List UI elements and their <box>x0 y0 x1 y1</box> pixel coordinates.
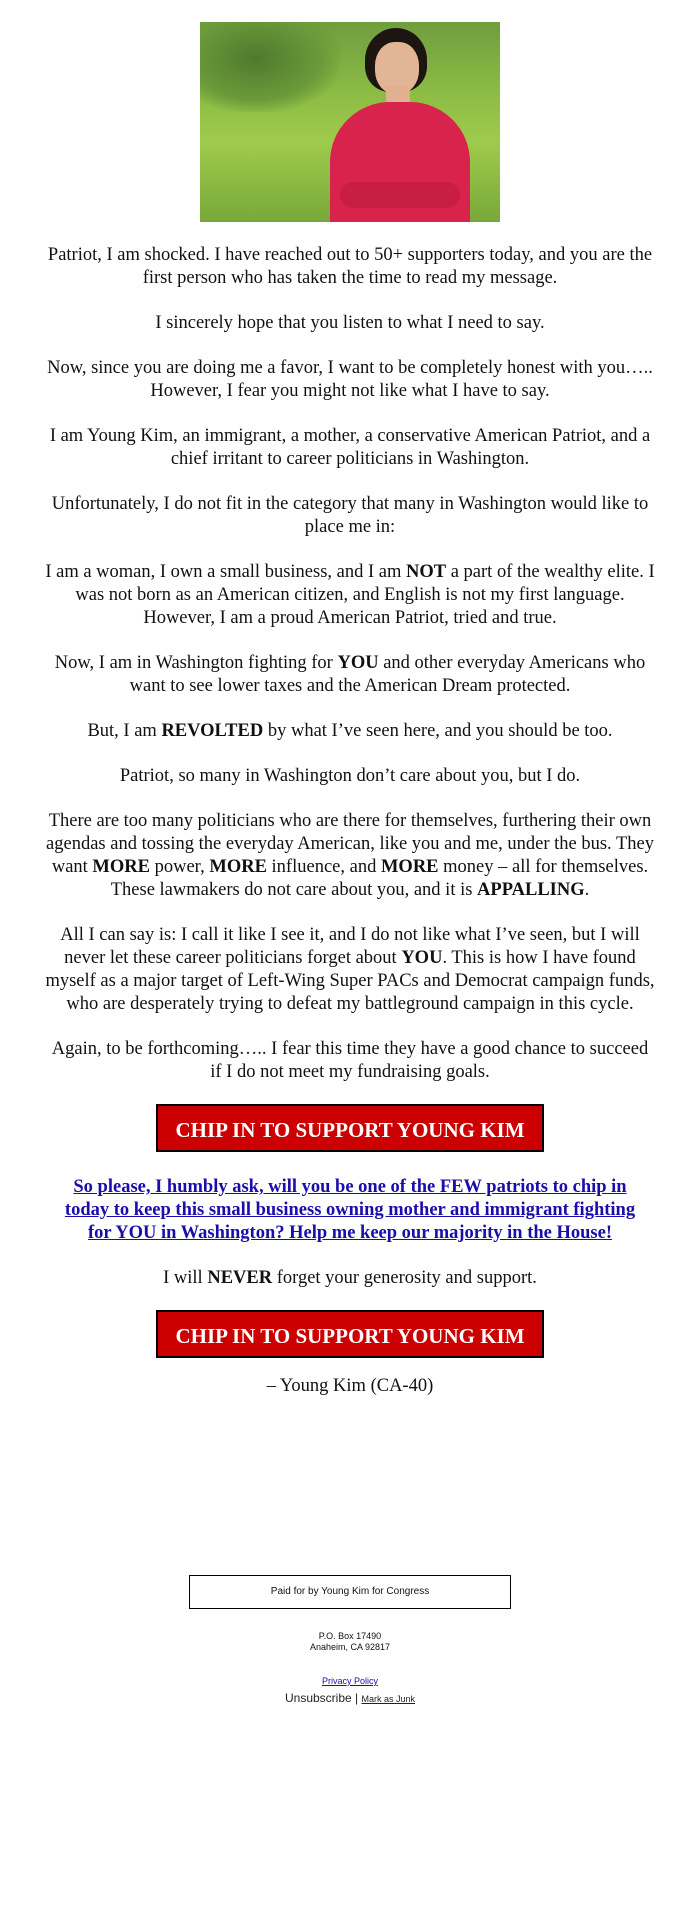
paragraph-6 <box>45 561 655 630</box>
p10-bold-3: MORE <box>380 857 439 877</box>
p7-text-a: Now, I am in Washington fighting for <box>54 653 338 673</box>
paragraph-3: Now, since you are doing me a favor, I want to be completely honest with you….. However, I fear you might not like what I have to say. <box>47 358 653 401</box>
paragraph-8 <box>45 720 655 743</box>
paragraph-12: Again, to be forthcoming….. I fear this time they have a good chance to succeed if I do not meet my fundraising goals. <box>51 1039 649 1082</box>
paragraph-10 <box>45 810 655 902</box>
closing-text-c: forget your generosity and support. <box>272 1268 537 1288</box>
candidate-photo <box>200 22 500 222</box>
chip-in-button-1[interactable]: CHIP IN TO SUPPORT YOUNG KIM <box>156 1104 544 1152</box>
photo-arms <box>340 182 460 208</box>
paragraph-5: Unfortunately, I do not fit in the category that many in Washington would like to place me in: <box>51 494 649 537</box>
mark-as-junk-link[interactable]: Mark as Junk <box>361 1694 416 1704</box>
paragraph-2: I sincerely hope that you listen to what I need to say. <box>155 313 545 333</box>
p10-text-c: power, <box>149 857 210 877</box>
paid-for-box: Paid for by Young Kim for Congress <box>189 1575 511 1609</box>
closing-bold: NEVER <box>207 1268 273 1288</box>
p8-text-a: But, I am <box>87 721 162 741</box>
paragraph-7 <box>45 652 655 698</box>
p10-text-a: There are too many politicians who are there for themselves, furthering their own agendas and tossing the everyday American, like you and me, under the bus. They want <box>46 811 654 877</box>
background-tree <box>200 22 340 112</box>
chip-in-button-2[interactable]: CHIP IN TO SUPPORT YOUNG KIM <box>156 1310 544 1358</box>
p7-bold: YOU <box>337 653 379 673</box>
closing-text-a: I will <box>163 1268 208 1288</box>
p10-bold-1: MORE <box>92 857 150 877</box>
link-separator: | <box>351 1691 362 1705</box>
paragraph-4: I am Young Kim, an immigrant, a mother, a conservative American Patriot, and a chief irritant to career politicians in Washington. <box>49 426 651 469</box>
p10-text-e: influence, and <box>266 857 381 877</box>
p7-text-c: and other everyday Americans who want to see lower taxes and the American Dream protected. <box>129 653 646 696</box>
p8-text-c: by what I’ve seen here, and you should be too. <box>263 721 613 741</box>
unsubscribe-link[interactable]: Unsubscribe <box>284 1691 352 1705</box>
p10-text-g: money – all for themselves. These lawmakers do not care about you, and it is <box>110 857 649 900</box>
ask-link[interactable]: So please, I humbly ask, will you be one of the FEW patriots to chip in today to keep this small business owning mother and immigrant fighting for YOU in Washington? Help me keep our majority in the House! <box>64 1177 636 1243</box>
footer-links <box>45 1671 655 1707</box>
address-line-2: Anaheim, CA 92817 <box>309 1642 391 1652</box>
p10-bold-4: APPALLING <box>477 880 585 900</box>
paragraph-11 <box>45 924 655 1016</box>
p11-text-a: All I can say is: I call it like I see it, and I do not like what I’ve seen, but I will never let these career politicians forget about <box>60 925 640 968</box>
p6-text-a: I am a woman, I own a small business, and I am <box>45 562 406 582</box>
paragraph-1: Patriot, I am shocked. I have reached out to 50+ supporters today, and you are the first person who has taken the time to read my message. <box>47 245 653 288</box>
signature: – Young Kim (CA-40) <box>266 1376 434 1396</box>
p8-bold: REVOLTED <box>161 721 264 741</box>
p6-text-c: a part of the wealthy elite. I was not born as an American citizen, and English is not my first language. However, I am a proud American Patriot, tried and true. <box>75 562 655 628</box>
p10-text-i: . <box>584 880 590 900</box>
paragraph-9: Patriot, so many in Washington don’t care about you, but I do. <box>119 766 581 786</box>
mailing-address <box>45 1631 655 1653</box>
closing-paragraph <box>45 1267 655 1290</box>
privacy-policy-link[interactable]: Privacy Policy <box>321 1676 378 1686</box>
p11-bold: YOU <box>401 948 443 968</box>
email-body <box>45 22 655 1707</box>
address-line-1: P.O. Box 17490 <box>318 1631 382 1641</box>
p11-text-c: . This is how I have found myself as a major target of Left-Wing Super PACs and Democrat campaign funds, who are desperately trying to defeat my battleground campaign in this cycle. <box>45 948 655 1014</box>
p6-bold: NOT <box>406 562 447 582</box>
p10-bold-2: MORE <box>209 857 267 877</box>
